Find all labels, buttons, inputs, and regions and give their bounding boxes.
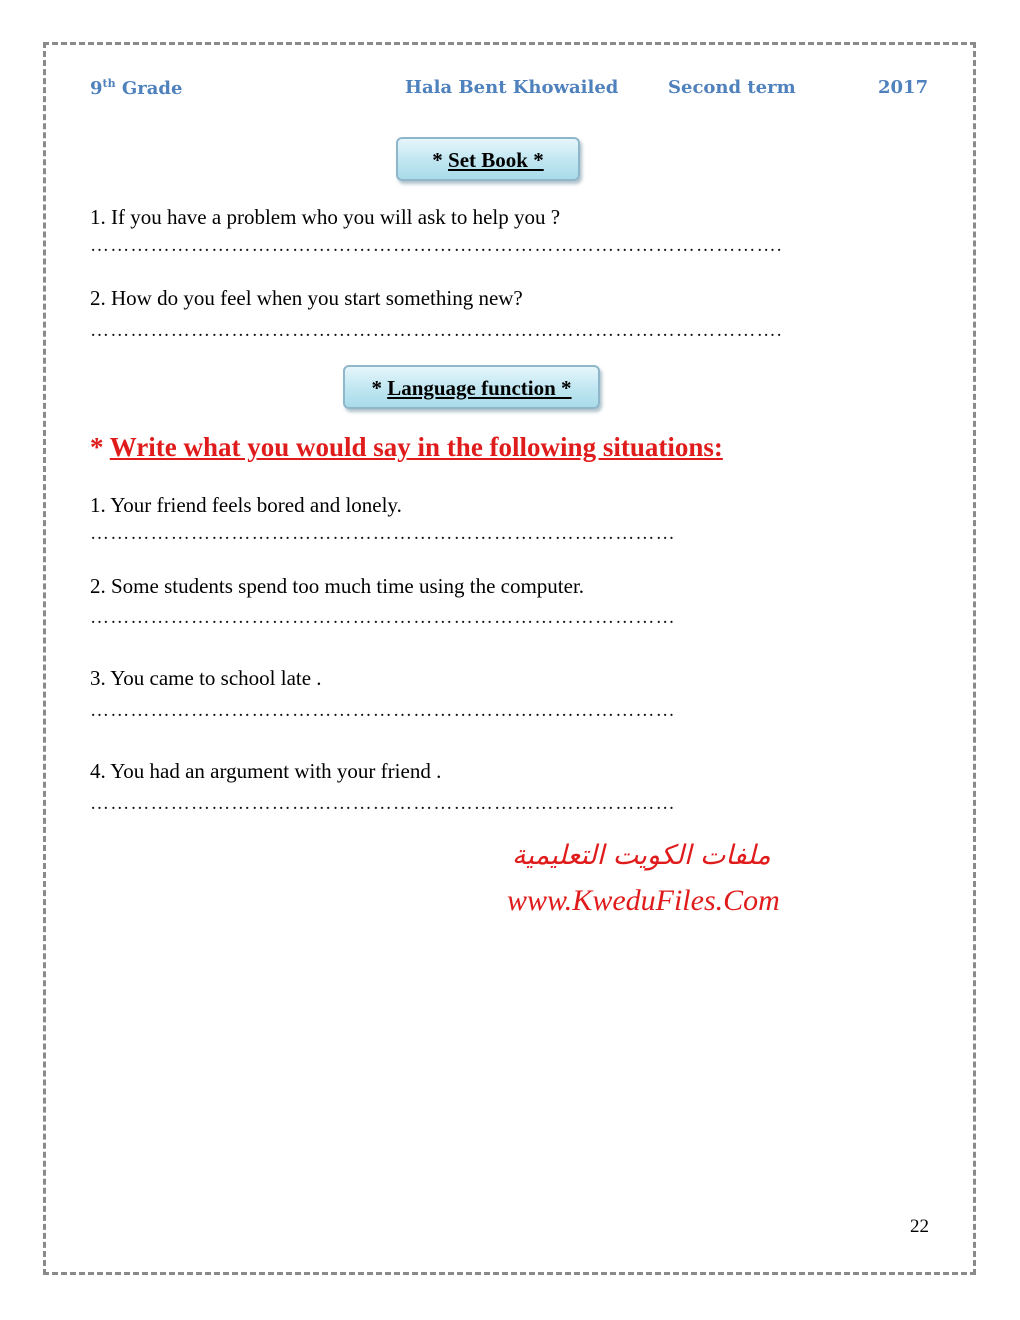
set-book-question-2: 2. How do you feel when you start something new? (90, 286, 523, 310)
instruction-star: * (90, 432, 110, 462)
situation-answer-line-4[interactable]: …………………………………………………………………………… (90, 793, 676, 814)
year-label: 2017 (878, 77, 929, 98)
grade-word: Grade (121, 78, 183, 99)
school-name: Hala Bent Khowailed (405, 77, 619, 98)
situation-answer-line-3[interactable]: …………………………………………………………………………… (90, 700, 676, 721)
situation-2: 2. Some students spend too much time using the computer. (90, 574, 585, 598)
language-function-heading (343, 365, 600, 409)
instruction (90, 432, 723, 463)
language-function-star: * (371, 376, 388, 400)
situation-3: 3. You came to school late . (90, 666, 322, 690)
grade-number: 9 (90, 78, 103, 99)
grade-suffix: th (102, 77, 116, 90)
set-book-title: Set Book * (448, 148, 544, 172)
situation-1: 1. Your friend feels bored and lonely. (90, 493, 402, 517)
watermark-url: www.KweduFiles.Com (507, 884, 780, 917)
situation-answer-line-1[interactable]: …………………………………………………………………………… (90, 523, 676, 544)
term-label: Second term (668, 77, 796, 98)
set-book-answer-line-2[interactable]: …………………………………………………………………………………………. (90, 320, 783, 341)
page-number: 22 (910, 1216, 929, 1237)
situation-answer-line-2[interactable]: …………………………………………………………………………… (90, 607, 676, 628)
watermark-arabic: ملفات الكويت التعليمية (512, 840, 771, 871)
language-function-title: Language function * (387, 376, 572, 400)
situation-4: 4. You had an argument with your friend . (90, 759, 442, 783)
set-book-star: * (432, 148, 449, 172)
set-book-answer-line-1[interactable]: …………………………………………………………………………………………. (90, 235, 783, 256)
set-book-question-1: 1. If you have a problem who you will ask to help you ? (90, 205, 561, 229)
grade-label (90, 77, 182, 99)
instruction-text: Write what you would say in the following situations: (109, 432, 723, 462)
set-book-heading (396, 137, 580, 181)
